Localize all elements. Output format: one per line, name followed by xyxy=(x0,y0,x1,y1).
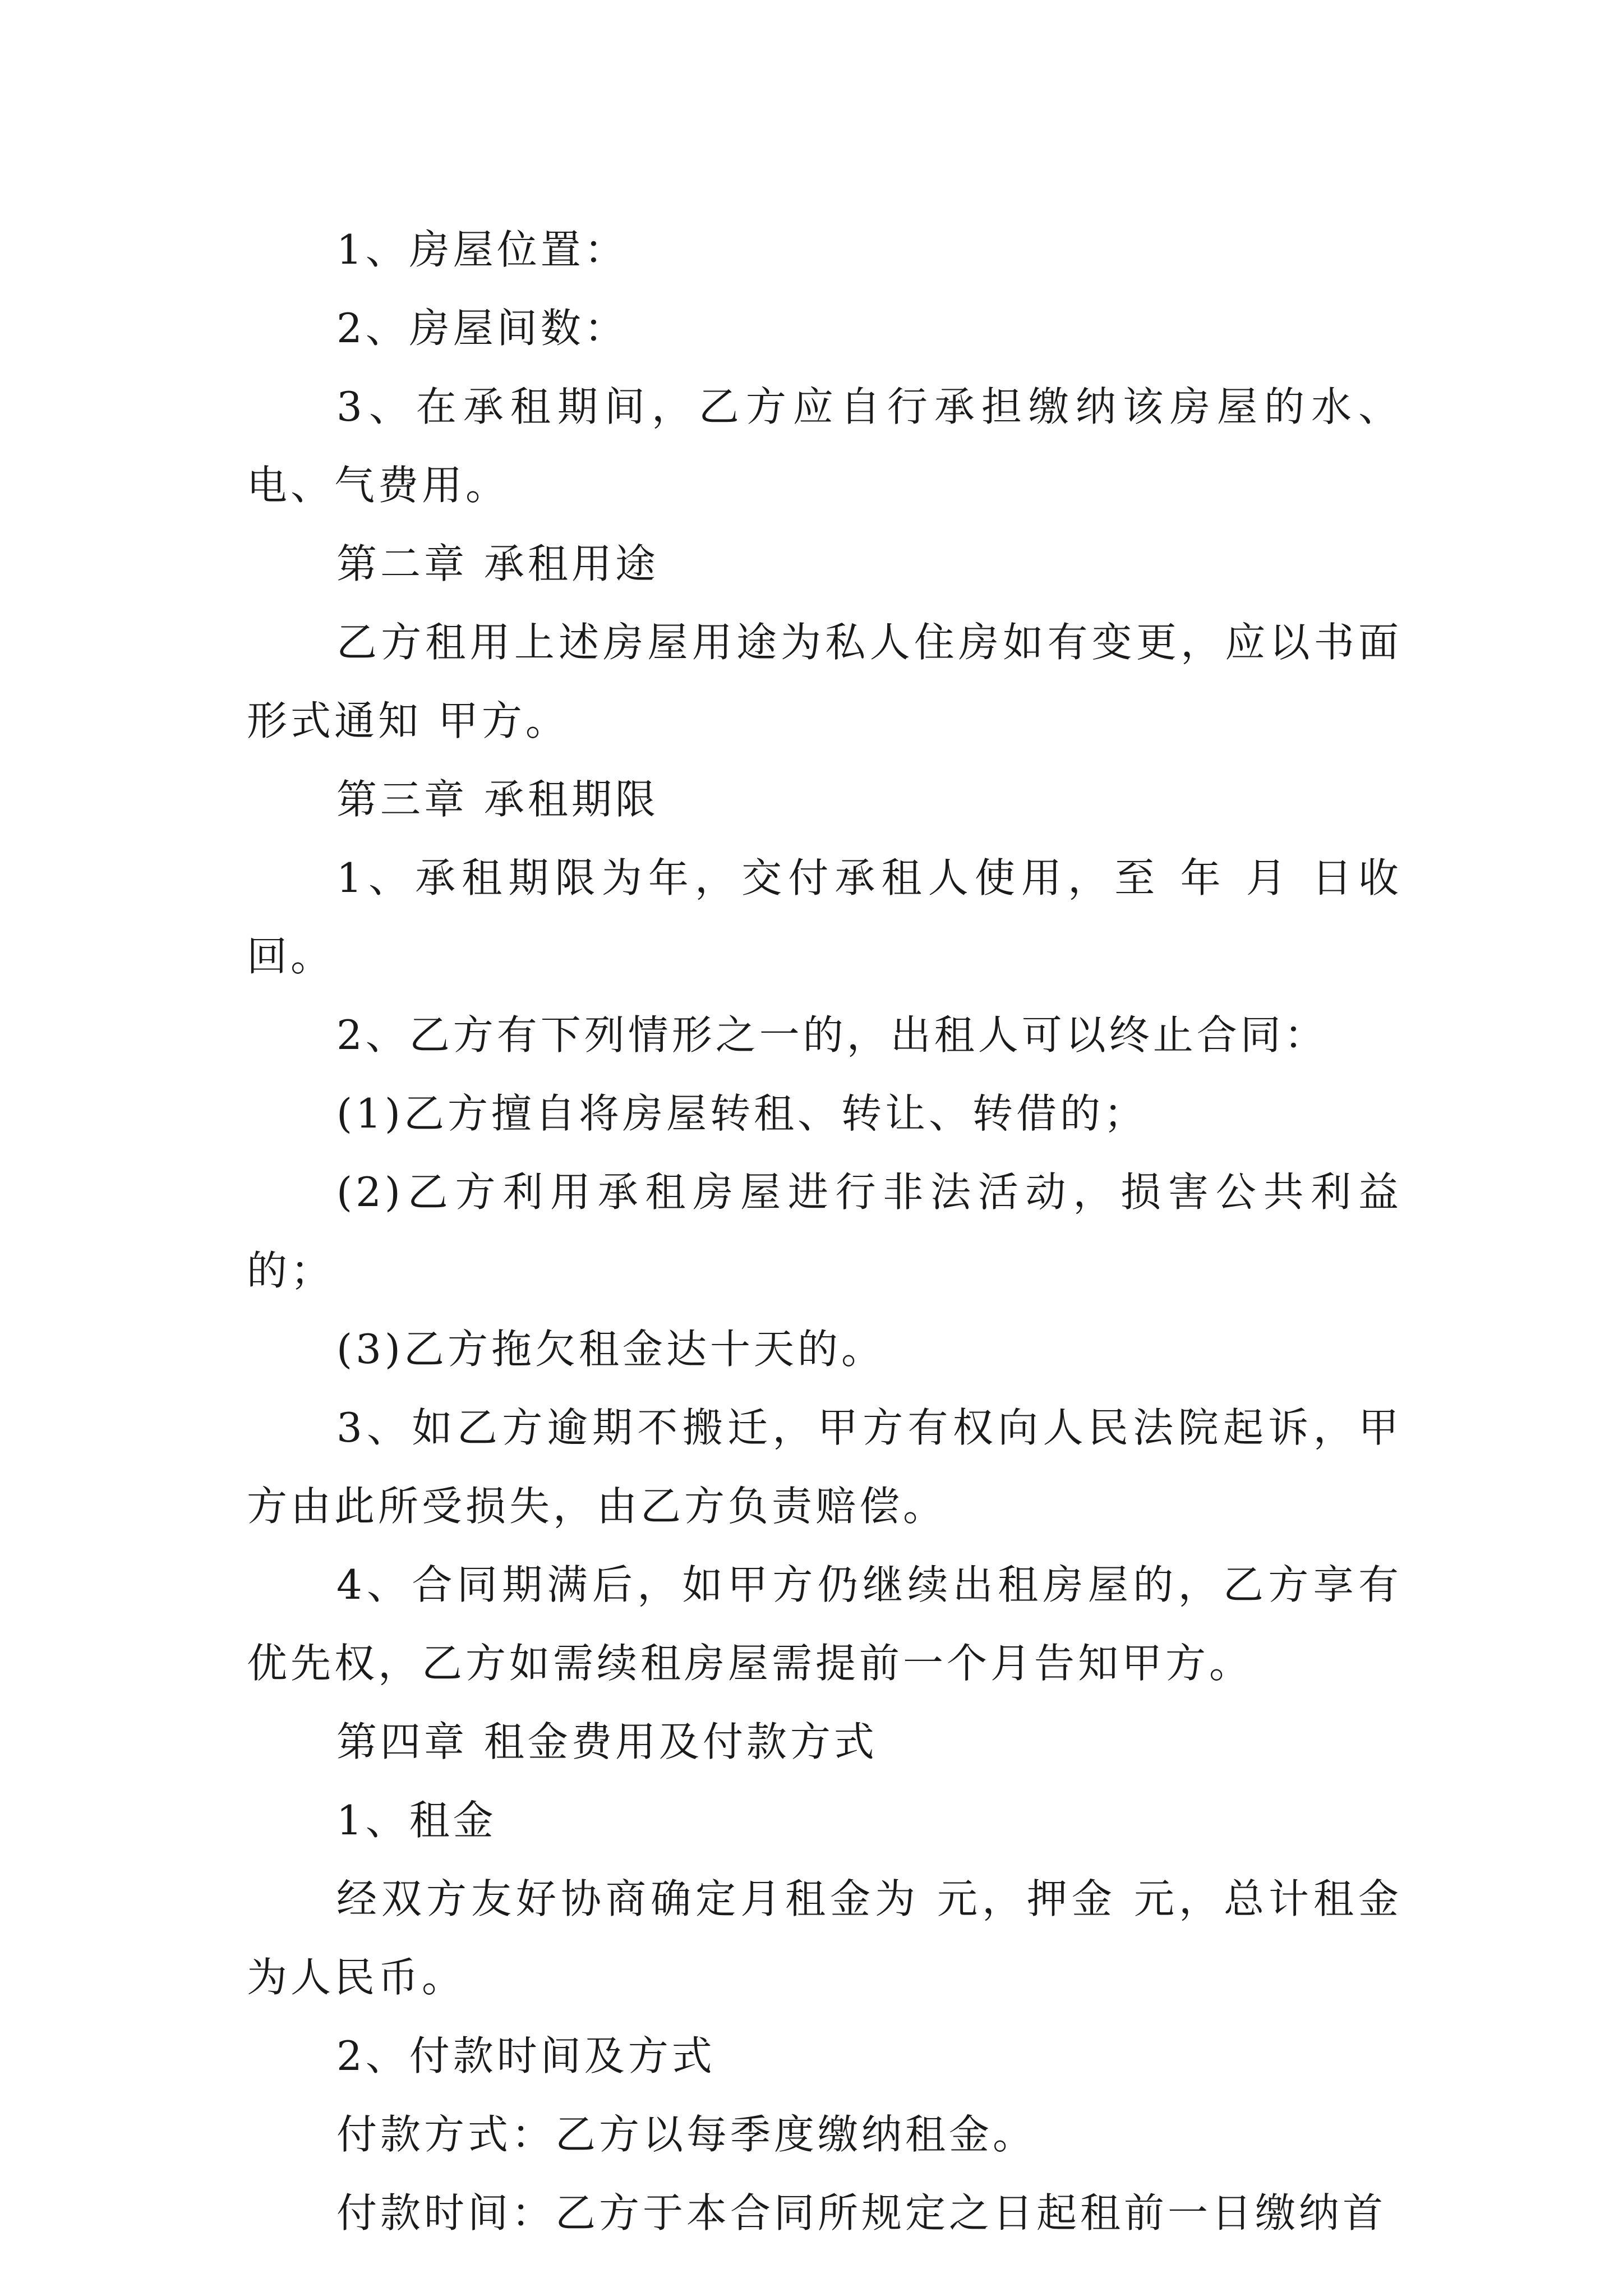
chapter-2-title: 第二章 承租用途 xyxy=(336,540,659,587)
chapter-4-title: 第四章 租金费用及付款方式 xyxy=(336,1718,878,1765)
chapter-3-title: 第三章 承租期限 xyxy=(336,776,659,823)
paragraph-term-clause-2: 2、乙方有下列情形之一的，出租人可以终止合同： xyxy=(336,1011,1328,1059)
document-body xyxy=(247,210,1402,2252)
paragraph-payment-heading: 2、付款时间及方式 xyxy=(336,2032,716,2079)
paragraph-rent-clause: 经双方友好协商确定月租金为 元，押金 元，总计租金为人民币。 xyxy=(247,1875,1402,2001)
paragraph-term-clause-2c: (3)乙方拖欠租金达十天的。 xyxy=(336,1326,885,1373)
paragraph-house-rooms: 2、房屋间数： xyxy=(336,305,628,352)
paragraph-term-clause-1: 1、承租期限为年，交付承租人使用，至 年 月 日收回。 xyxy=(247,854,1402,980)
paragraph-term-clause-4: 4、合同期满后，如甲方仍继续出租房屋的，乙方享有优先权，乙方如需续租房屋需提前一个月告知甲方。 xyxy=(247,1561,1402,1687)
paragraph-house-location: 1、房屋位置： xyxy=(336,226,628,273)
paragraph-utility-fees: 3、在承租期间，乙方应自行承担缴纳该房屋的水、电、气费用。 xyxy=(247,383,1402,509)
paragraph-term-clause-2a: (1)乙方擅自将房屋转租、转让、转借的； xyxy=(336,1090,1147,1137)
paragraph-payment-method: 付款方式：乙方以每季度缴纳租金。 xyxy=(336,2111,1037,2158)
paragraph-term-clause-3: 3、如乙方逾期不搬迁，甲方有权向人民法院起诉，甲方由此所受损失，由乙方负责赔偿。 xyxy=(247,1404,1402,1530)
paragraph-rent-heading: 1、租金 xyxy=(336,1797,497,1844)
paragraph-usage-clause: 乙方租用上述房屋用途为私人住房如有变更，应以书面形式通知 甲方。 xyxy=(247,619,1402,744)
paragraph-payment-time: 付款时间：乙方于本合同所规定之日起租前一日缴纳首 xyxy=(336,2189,1387,2237)
paragraph-term-clause-2b: (2)乙方利用承租房屋进行非法活动，损害公共利益的； xyxy=(247,1168,1402,1294)
